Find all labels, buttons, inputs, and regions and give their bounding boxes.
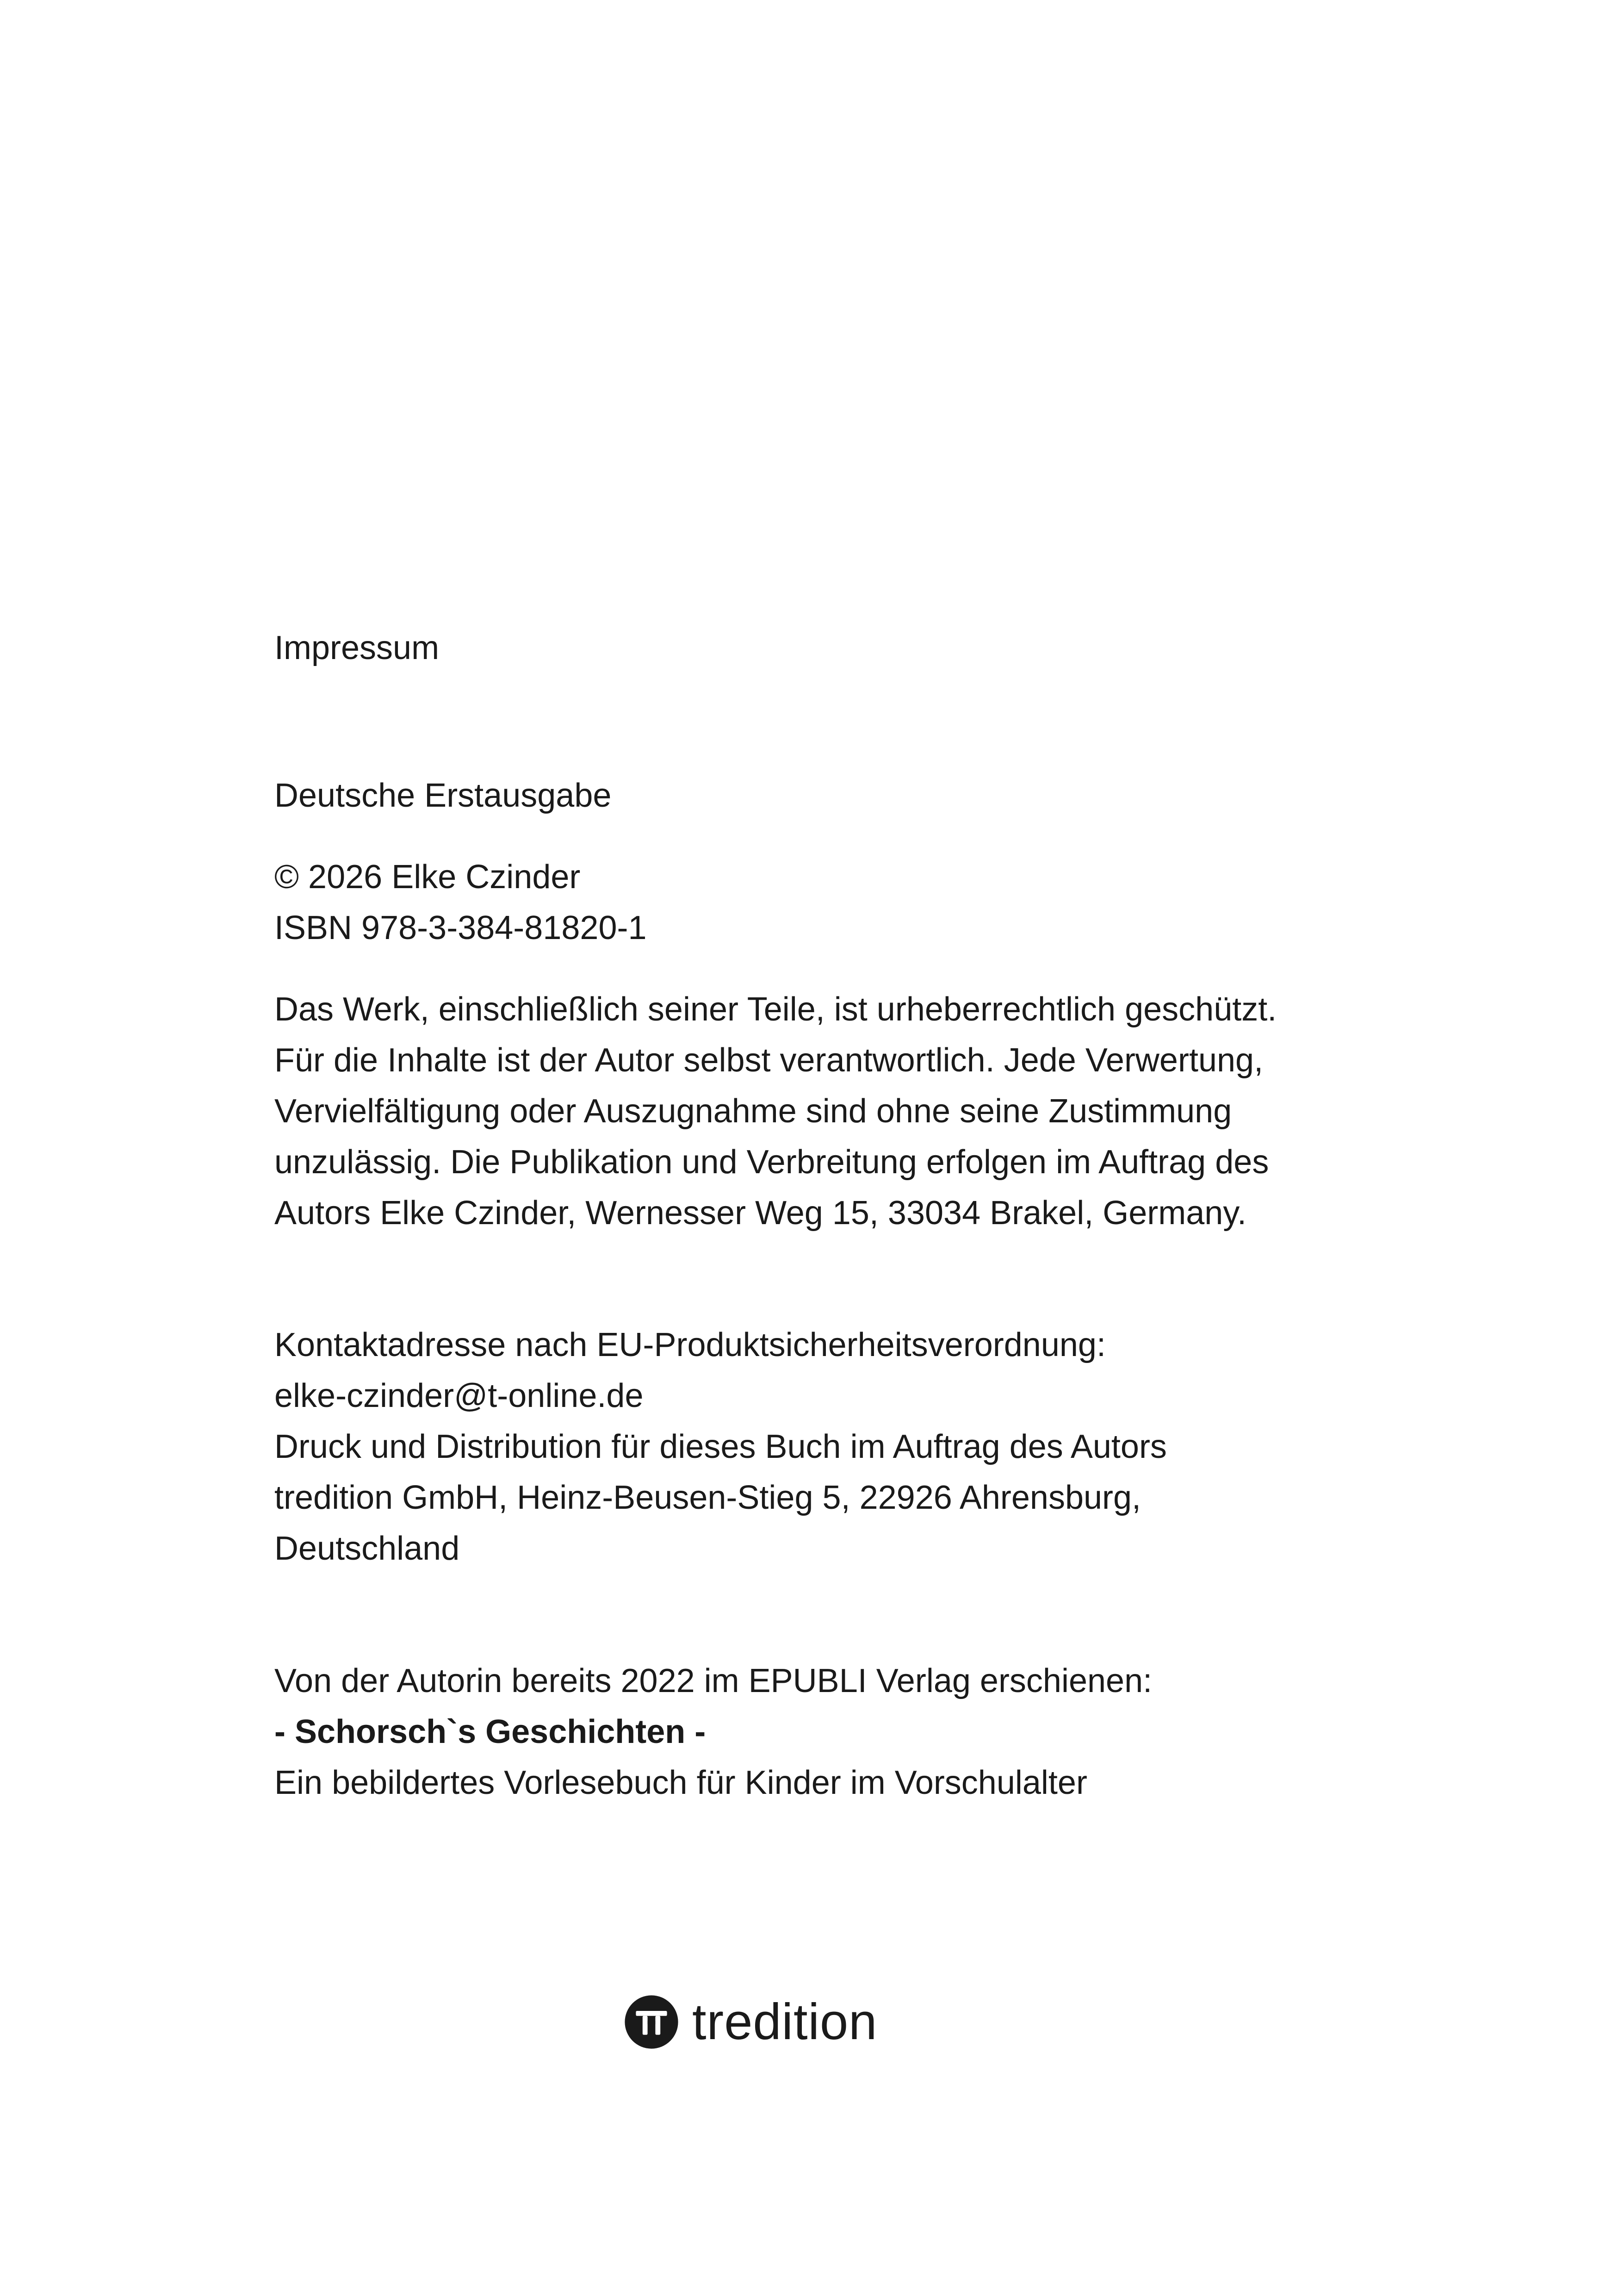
isbn-number: ISBN 978-3-384-81820-1 xyxy=(274,909,647,946)
legal-line: Das Werk, einschließlich seiner Teile, ist urheberrechtlich geschützt. xyxy=(274,991,1277,1028)
publisher-country: Deutschland xyxy=(274,1530,460,1567)
contact-block xyxy=(274,1319,1385,1574)
page-title: Impressum xyxy=(274,629,440,666)
tredition-logo xyxy=(624,1993,877,2051)
copyright-block xyxy=(274,852,1385,953)
edition-block xyxy=(274,770,1385,821)
legal-notice-block xyxy=(274,984,1385,1238)
other-work-subtitle: Ein bebildertes Vorlesebuch für Kinder im Vorschulalter xyxy=(274,1764,1087,1801)
tredition-logo-icon xyxy=(624,1994,679,2050)
legal-line: Für die Inhalte ist der Autor selbst verantwortlich. Jede Verwertung, xyxy=(274,1042,1264,1079)
other-work-title: - Schorsch`s Geschichten - xyxy=(274,1713,706,1750)
contact-email: elke-czinder@t-online.de xyxy=(274,1377,644,1414)
legal-line: unzulässig. Die Publikation und Verbreitung erfolgen im Auftrag des xyxy=(274,1144,1269,1181)
imprint-heading-block xyxy=(274,622,1385,673)
legal-line: Autors Elke Czinder, Wernesser Weg 15, 33034 Brakel, Germany. xyxy=(274,1195,1246,1232)
contact-heading: Kontaktadresse nach EU-Produktsicherheitsverordnung: xyxy=(274,1326,1106,1363)
publisher-address: tredition GmbH, Heinz-Beusen-Stieg 5, 22926 Ahrensburg, xyxy=(274,1479,1141,1516)
legal-line: Vervielfältigung oder Auszugnahme sind ohne seine Zustimmung xyxy=(274,1093,1232,1130)
distribution-line: Druck und Distribution für dieses Buch im Auftrag des Autors xyxy=(274,1428,1167,1465)
edition-label: Deutsche Erstausgabe xyxy=(274,777,612,814)
other-works-intro: Von der Autorin bereits 2022 im EPUBLI Verlag erschienen: xyxy=(274,1662,1153,1699)
other-works-block xyxy=(274,1655,1385,1808)
logo-wordmark: tredition xyxy=(692,1993,878,2050)
copyright-notice: © 2026 Elke Czinder xyxy=(274,859,581,896)
